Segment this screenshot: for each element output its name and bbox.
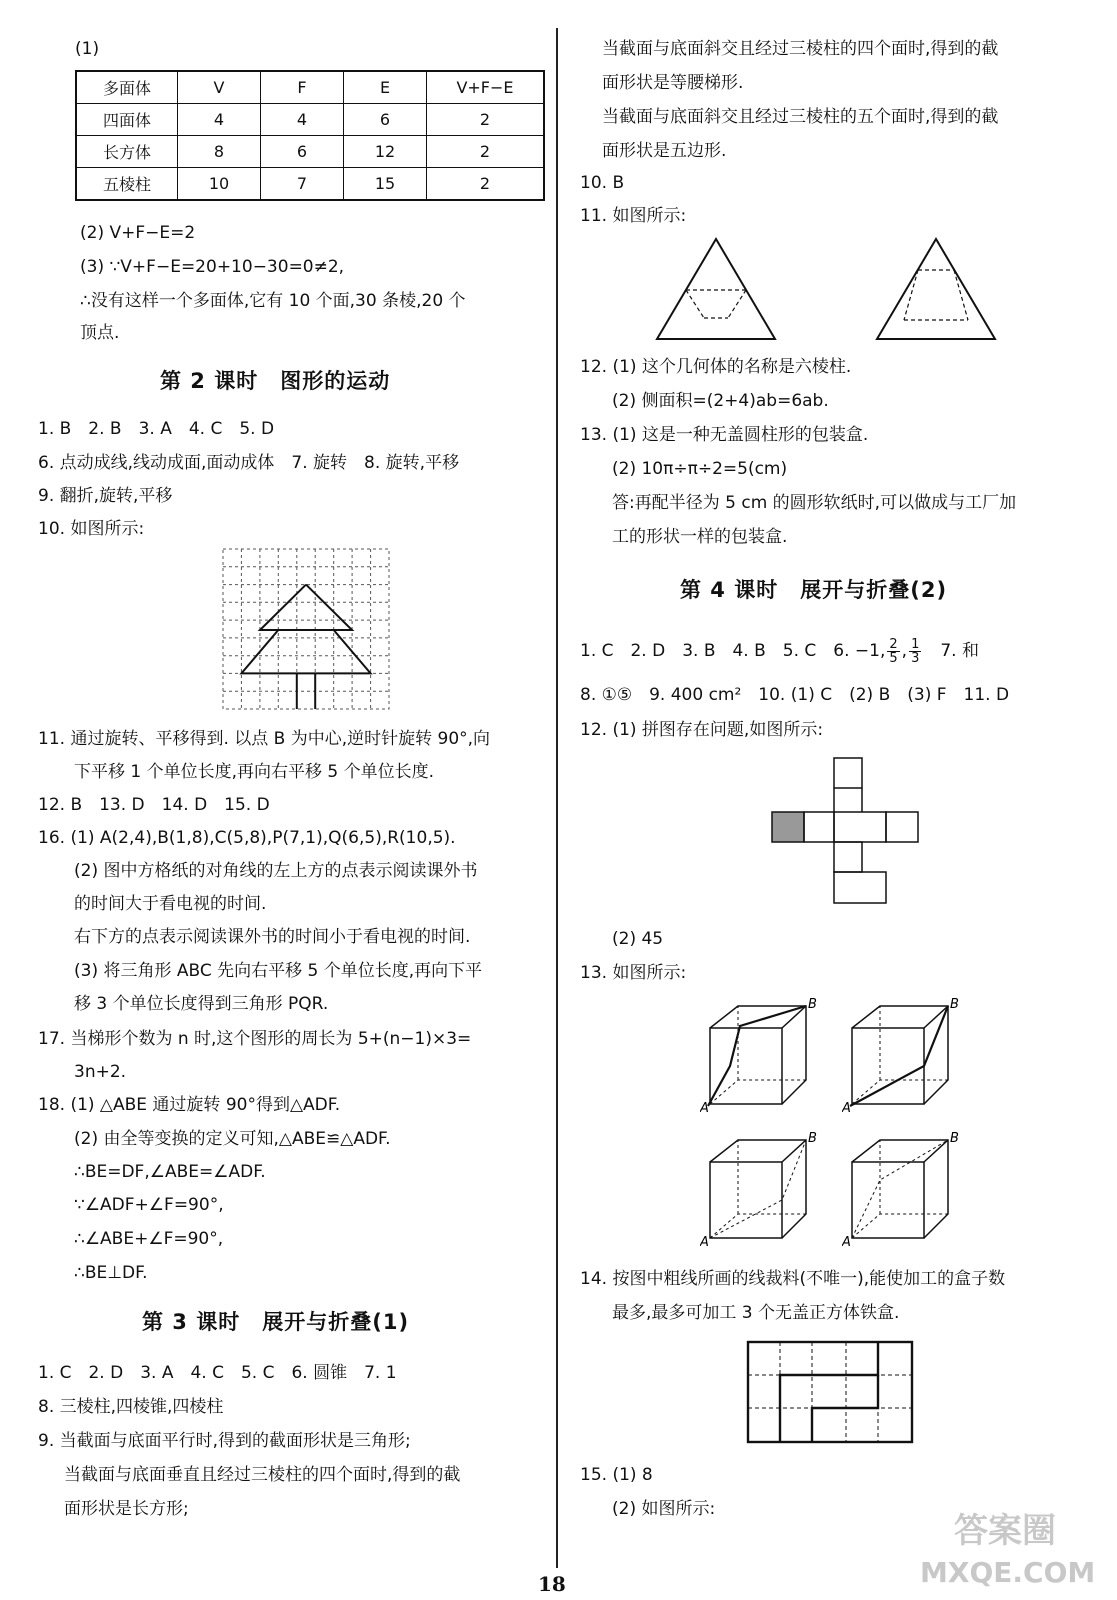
table-row	[76, 136, 544, 168]
answer-line: 11. 如图所示:	[580, 206, 687, 226]
table-cell: 2	[427, 136, 545, 168]
answer-line: 11. 通过旋转、平移得到. 以点 B 为中心,逆时针旋转 90°,向	[38, 729, 491, 749]
watermark-bottom: MXQE.COM	[920, 1556, 1096, 1589]
answer-line: ∴BE=DF,∠ABE=∠ADF.	[74, 1162, 266, 1182]
answer-line: 面形状是等腰梯形.	[602, 73, 744, 93]
answer-line: 12. (1) 这个几何体的名称是六棱柱.	[580, 357, 852, 377]
answer-line: 面形状是长方形;	[64, 1499, 189, 1519]
tree-grid-figure	[222, 548, 390, 710]
table-cell: 五棱柱	[76, 168, 178, 201]
answer-line: (2) 侧面积=(2+4)ab=6ab.	[612, 391, 829, 411]
answer-line: (2) 由全等变换的定义可知,△ABE≌△ADF.	[74, 1129, 391, 1149]
vertex-label-b: B	[808, 997, 817, 1012]
answer-line	[580, 636, 979, 666]
answer-line: 8. ①⑤ 9. 400 cm² 10. (1) C (2) B (3) F 11. D	[580, 685, 1010, 705]
answer-line: 工的形状一样的包装盒.	[612, 527, 788, 547]
table-row	[76, 104, 544, 136]
answer-line: ∴BE⊥DF.	[74, 1263, 148, 1283]
answer-line: 12. B 13. D 14. D 15. D	[38, 795, 270, 815]
table-cell: 四面体	[76, 104, 178, 136]
cutting-layout-figure	[746, 1340, 914, 1444]
table-header: E	[344, 71, 427, 104]
answer-line: ∴∠ABE+∠F=90°,	[74, 1229, 224, 1249]
answer-line: 15. (1) 8	[580, 1465, 653, 1485]
answer-text: 7. 和	[923, 641, 979, 661]
vertex-label-b: B	[950, 997, 959, 1012]
answer-line: 答:再配半径为 5 cm 的圆形软纸时,可以做成与工厂加	[612, 493, 1017, 513]
vertex-label-a: A	[700, 1235, 709, 1248]
answer-line: (2) 如图所示:	[612, 1499, 716, 1519]
answer-line: 10. 如图所示:	[38, 519, 145, 539]
answer-line: 移 3 个单位长度得到三角形 PQR.	[74, 994, 329, 1014]
answer-line: 12. (1) 拼图存在问题,如图所示:	[580, 720, 824, 740]
table-cell: 2	[427, 168, 545, 201]
vertex-label-a: A	[842, 1235, 851, 1248]
answer-line: (2) 图中方格纸的对角线的左上方的点表示阅读课外书	[74, 861, 478, 881]
table-header-row	[76, 71, 544, 104]
answer-line: ∵∠ADF+∠F=90°,	[74, 1195, 224, 1215]
answer-line: ∴没有这样一个多面体,它有 10 个面,30 条棱,20 个	[80, 291, 466, 311]
vertex-label-a: A	[842, 1101, 851, 1114]
answer-line: 17. 当梯形个数为 n 时,这个图形的周长为 5+(n−1)×3=	[38, 1029, 472, 1049]
answer-line: 13. (1) 这是一种无盖圆柱形的包装盒.	[580, 425, 869, 445]
cube-path-figure-2	[842, 996, 968, 1114]
answer-line: 16. (1) A(2,4),B(1,8),C(5,8),P(7,1),Q(6,5),R(10,5).	[38, 828, 456, 848]
fraction-numerator: 1	[911, 636, 920, 652]
answer-line: 当截面与底面斜交且经过三棱柱的五个面时,得到的截	[602, 107, 999, 127]
answer-line: 9. 翻折,旋转,平移	[38, 486, 173, 506]
table-header: V	[178, 71, 261, 104]
prism-section-figure-1	[654, 236, 778, 342]
fraction-denominator: 3	[911, 650, 920, 666]
table-cell: 7	[261, 168, 344, 201]
table-cell: 10	[178, 168, 261, 201]
cube-net-figure	[770, 756, 934, 906]
answer-line: 1. C 2. D 3. A 4. C 5. C 6. 圆锥 7. 1	[38, 1363, 397, 1383]
answer-line: 14. 按图中粗线所画的线裁料(不唯一),能使加工的盒子数	[580, 1269, 1006, 1289]
fraction	[909, 638, 921, 665]
table-header: V+F−E	[427, 71, 545, 104]
table-cell: 6	[261, 136, 344, 168]
table-row	[76, 168, 544, 201]
answer-line: 下平移 1 个单位长度,再向右平移 5 个单位长度.	[74, 762, 435, 782]
section-title: 第 4 课时 展开与折叠(2)	[680, 578, 948, 602]
answer-line: 9. 当截面与底面平行时,得到的截面形状是三角形;	[38, 1431, 411, 1451]
prism-section-figure-2	[874, 236, 998, 342]
answer-line: 3n+2.	[74, 1062, 127, 1082]
answer-line: (1)	[75, 39, 100, 59]
table-cell: 15	[344, 168, 427, 201]
cube-path-figure-3	[700, 1130, 826, 1248]
answer-line: 最多,最多可加工 3 个无盖正方体铁盒.	[612, 1303, 900, 1323]
fraction-denominator: 5	[889, 650, 898, 666]
answer-text: ,	[901, 641, 908, 661]
table-cell: 4	[178, 104, 261, 136]
column-divider	[556, 28, 558, 1568]
fraction	[887, 638, 899, 665]
answer-line: 当截面与底面斜交且经过三棱柱的四个面时,得到的截	[602, 39, 999, 59]
answer-line: 8. 三棱柱,四棱锥,四棱柱	[38, 1397, 224, 1417]
page-number: 18	[538, 1572, 566, 1596]
answer-text: 1. C 2. D 3. B 4. B 5. C 6. −1,	[580, 641, 886, 661]
answer-line: 10. B	[580, 173, 625, 193]
answer-line: 的时间大于看电视的时间.	[74, 894, 267, 914]
answer-line: 18. (1) △ABE 通过旋转 90°得到△ADF.	[38, 1095, 341, 1115]
watermark-top: 答案圈	[954, 1511, 1056, 1551]
vertex-label-a: A	[700, 1101, 709, 1114]
answer-line: 当截面与底面垂直且经过三棱柱的四个面时,得到的截	[64, 1465, 461, 1485]
answer-line: 1. B 2. B 3. A 4. C 5. D	[38, 419, 275, 439]
answer-line: 顶点.	[80, 323, 120, 343]
polyhedron-table	[75, 70, 545, 201]
vertex-label-b: B	[950, 1131, 959, 1146]
section-title: 第 2 课时 图形的运动	[160, 369, 391, 393]
table-cell: 4	[261, 104, 344, 136]
watermark	[920, 1510, 1096, 1594]
answer-line: (2) 10π÷π÷2=5(cm)	[612, 459, 788, 479]
table-cell: 长方体	[76, 136, 178, 168]
vertex-label-b: B	[808, 1131, 817, 1146]
answer-line: 13. 如图所示:	[580, 963, 687, 983]
table-cell: 12	[344, 136, 427, 168]
table-cell: 6	[344, 104, 427, 136]
table-cell: 8	[178, 136, 261, 168]
cube-path-figure-1	[700, 996, 826, 1114]
cube-path-figure-4	[842, 1130, 968, 1248]
table-cell: 2	[427, 104, 545, 136]
section-title: 第 3 课时 展开与折叠(1)	[142, 1310, 410, 1334]
answer-line: (3) 将三角形 ABC 先向右平移 5 个单位长度,再向下平	[74, 961, 483, 981]
answer-line: (2) V+F−E=2	[80, 223, 196, 243]
answer-line: (2) 45	[612, 929, 664, 949]
answer-line: 右下方的点表示阅读课外书的时间小于看电视的时间.	[74, 927, 471, 947]
answer-line: (3) ∵V+F−E=20+10−30=0≠2,	[80, 257, 345, 277]
table-header: 多面体	[76, 71, 178, 104]
answer-line: 面形状是五边形.	[602, 141, 727, 161]
fraction-numerator: 2	[889, 636, 898, 652]
table-header: F	[261, 71, 344, 104]
answer-line: 6. 点动成线,线动成面,面动成体 7. 旋转 8. 旋转,平移	[38, 453, 460, 473]
